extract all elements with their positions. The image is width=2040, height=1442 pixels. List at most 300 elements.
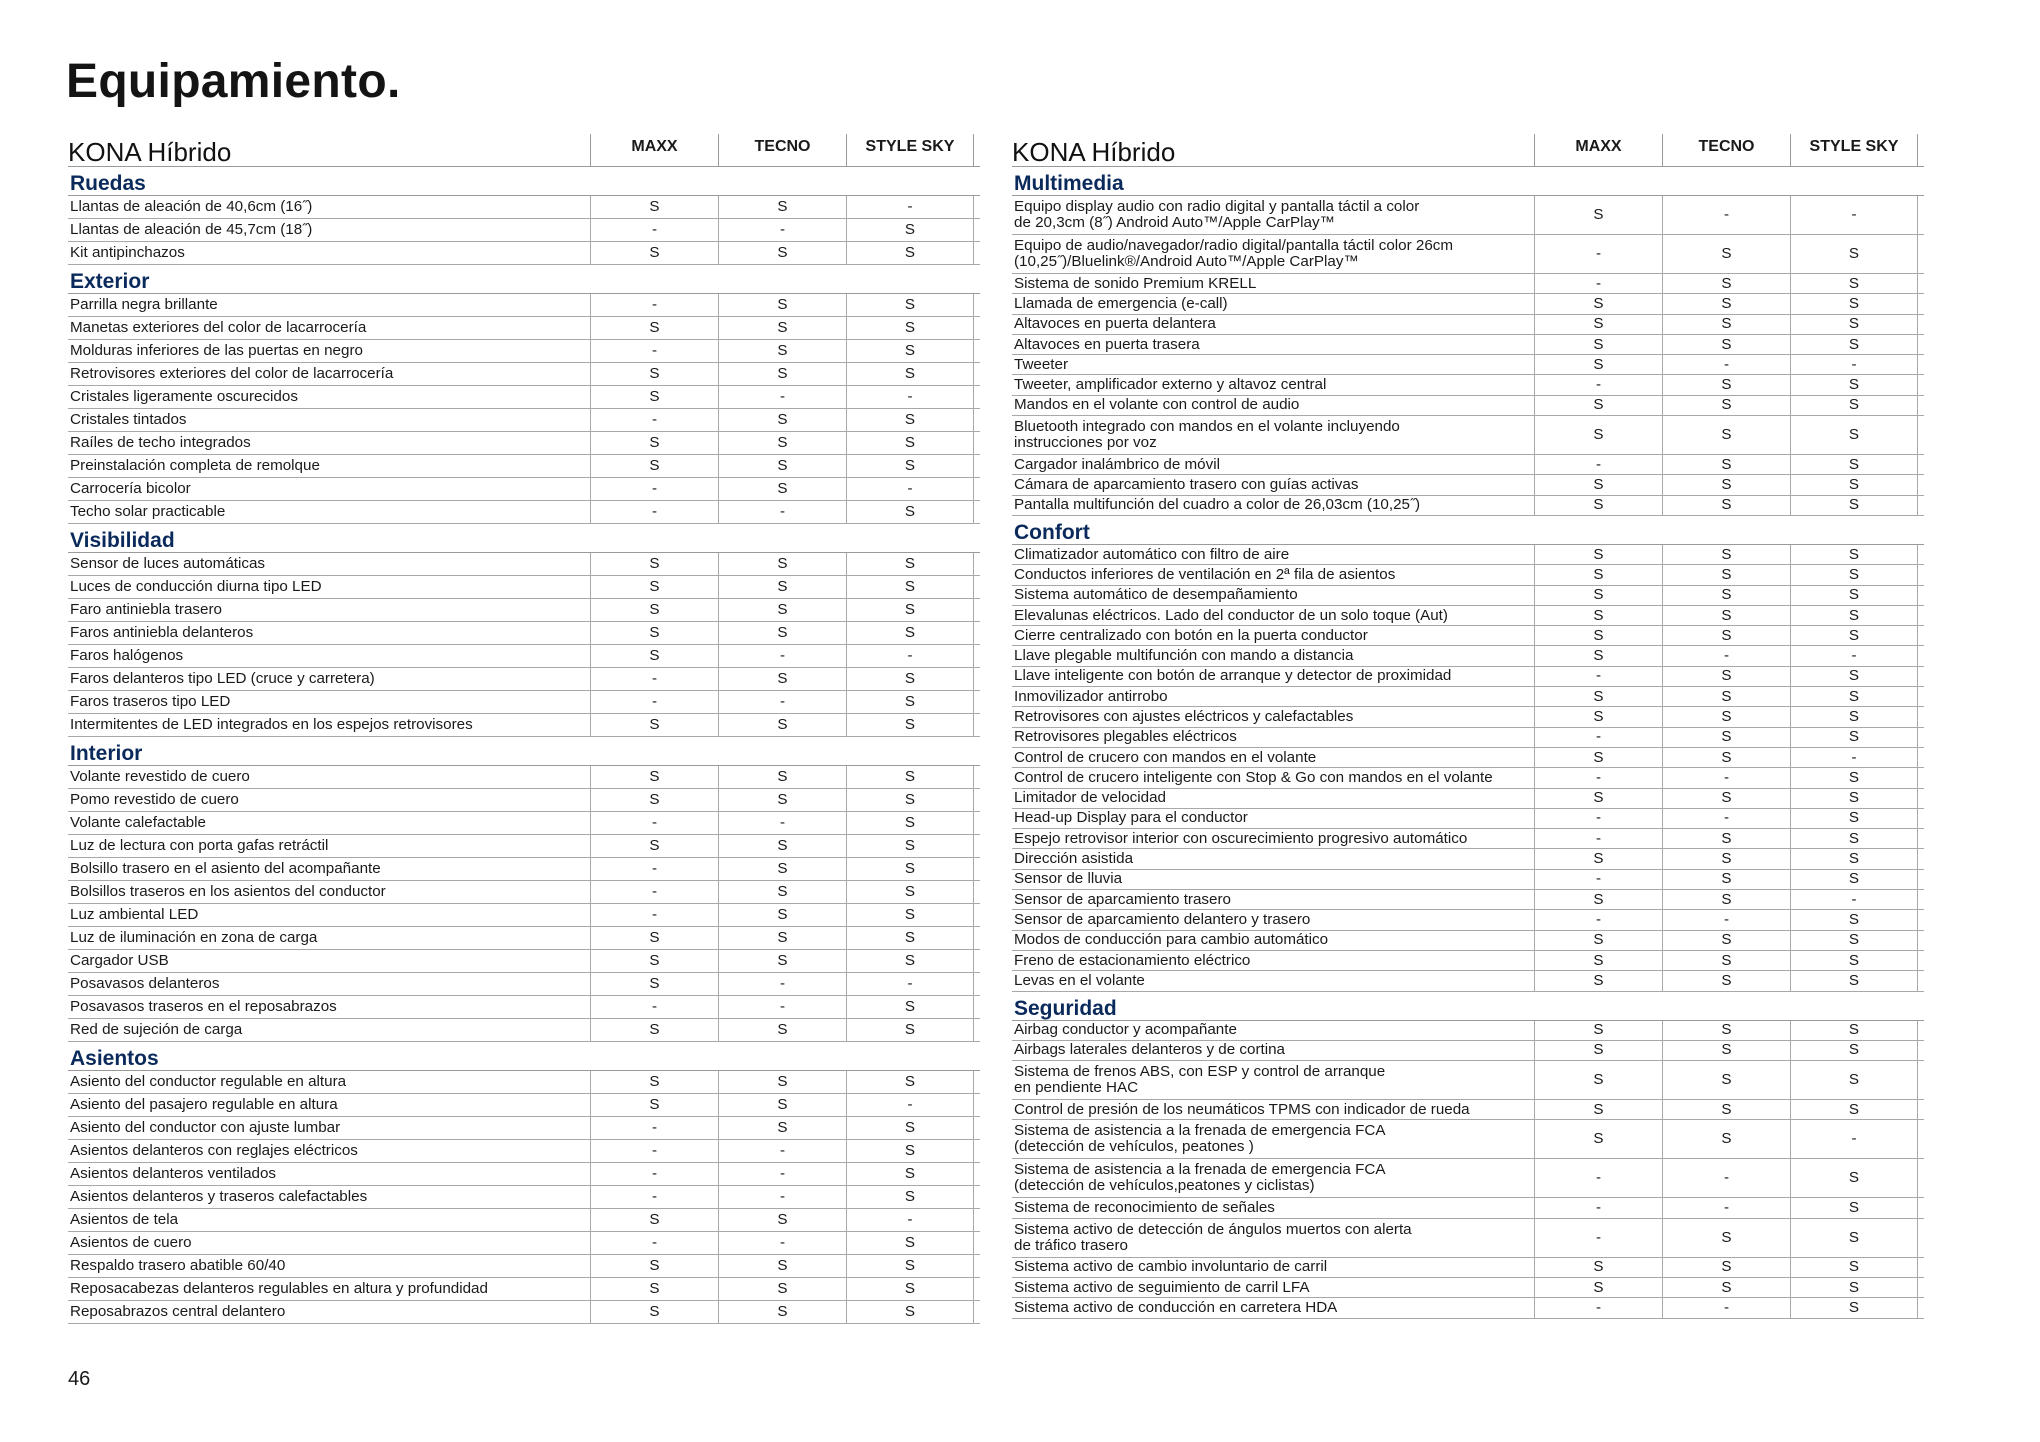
availability-cell: -	[1662, 196, 1790, 234]
table-row	[68, 599, 980, 622]
availability-cell: S	[1534, 951, 1662, 970]
feature-name: Luz de iluminación en zona de carga	[70, 929, 318, 946]
feature-name: Sistema activo de cambio involuntario de carril	[1014, 1258, 1328, 1276]
availability-cell: S	[1662, 1258, 1790, 1277]
table-row	[1012, 626, 1924, 646]
availability-cell: S	[718, 668, 846, 690]
table-row	[1012, 1120, 1924, 1159]
availability-cell: S	[590, 1255, 718, 1277]
availability-cell: S	[1662, 335, 1790, 354]
availability-cell: -	[590, 1140, 718, 1162]
table-row	[68, 409, 980, 432]
availability-cell: -	[590, 858, 718, 880]
feature-name: Luz de lectura con porta gafas retráctil	[70, 837, 329, 854]
feature-name: Respaldo trasero abatible 60/40	[70, 1257, 286, 1274]
availability-cell: -	[718, 1140, 846, 1162]
feature-name: Asientos delanteros y traseros calefactables	[70, 1188, 368, 1205]
section-title: Seguridad	[1012, 998, 1924, 1021]
table-row	[1012, 789, 1924, 809]
feature-name: Airbag conductor y acompañante	[1014, 1021, 1237, 1039]
availability-cell: -	[718, 386, 846, 408]
availability-cell: S	[1662, 235, 1790, 273]
availability-cell: S	[1790, 809, 1918, 828]
availability-cell: S	[1790, 1278, 1918, 1297]
availability-cell: S	[1534, 890, 1662, 909]
availability-cell: S	[1534, 416, 1662, 454]
availability-cell: S	[1662, 455, 1790, 474]
feature-name: Carrocería bicolor	[70, 480, 191, 497]
availability-cell: S	[1534, 475, 1662, 494]
section-asientos	[68, 1048, 980, 1324]
availability-cell: S	[1662, 951, 1790, 970]
availability-cell: -	[1790, 1120, 1918, 1158]
availability-cell: -	[1534, 235, 1662, 273]
table-row	[1012, 475, 1924, 495]
feature-name: Retrovisores plegables eléctricos	[1014, 728, 1237, 746]
availability-cell: S	[1534, 294, 1662, 313]
feature-name: Dirección asistida	[1014, 850, 1134, 868]
availability-cell: S	[1662, 1120, 1790, 1158]
availability-cell: S	[718, 950, 846, 972]
feature-name: Sensor de aparcamiento delantero y trasero	[1014, 910, 1311, 928]
availability-cell: -	[590, 478, 718, 500]
table-row	[68, 363, 980, 386]
table-row	[68, 714, 980, 737]
availability-cell: S	[718, 599, 846, 621]
table-row	[68, 1117, 980, 1140]
availability-cell: S	[846, 599, 974, 621]
table-row	[68, 996, 980, 1019]
availability-cell: S	[590, 789, 718, 811]
feature-name: Preinstalación completa de remolque	[70, 457, 320, 474]
availability-cell: -	[590, 1232, 718, 1254]
feature-name: Raíles de techo integrados	[70, 434, 251, 451]
feature-name: Retrovisores exteriores del color de lacarrocería	[70, 365, 394, 382]
availability-cell: S	[718, 1117, 846, 1139]
availability-cell: -	[1662, 1159, 1790, 1197]
availability-cell: S	[1790, 1258, 1918, 1277]
table-row	[68, 1209, 980, 1232]
feature-name: Cargador inalámbrico de móvil	[1014, 455, 1220, 473]
table-row	[1012, 1198, 1924, 1218]
availability-cell: -	[846, 196, 974, 218]
availability-cell: S	[1790, 375, 1918, 394]
availability-cell: S	[1534, 1041, 1662, 1060]
availability-cell: -	[1534, 809, 1662, 828]
availability-cell: S	[1662, 475, 1790, 494]
feature-name: Sistema automático de desempañamiento	[1014, 586, 1298, 604]
feature-name: Asiento del pasajero regulable en altura	[70, 1096, 338, 1113]
availability-cell: S	[846, 1301, 974, 1323]
section-multimedia	[1012, 173, 1924, 516]
feature-name: Control de presión de los neumáticos TPMS con indicador de rueda	[1014, 1100, 1470, 1118]
availability-cell: -	[718, 812, 846, 834]
availability-cell: S	[1534, 971, 1662, 990]
availability-cell: S	[1790, 829, 1918, 848]
table-row	[68, 691, 980, 714]
feature-name: Red de sujeción de carga	[70, 1021, 243, 1038]
availability-cell: -	[1534, 910, 1662, 929]
availability-cell: S	[1662, 416, 1790, 454]
availability-cell: -	[718, 973, 846, 995]
feature-name: Llantas de aleación de 40,6cm (16˝)	[70, 198, 313, 215]
availability-cell: S	[590, 622, 718, 644]
table-row	[1012, 586, 1924, 606]
availability-cell: S	[1790, 1219, 1918, 1257]
table-row	[1012, 1021, 1924, 1041]
availability-cell: S	[718, 317, 846, 339]
availability-cell: -	[1534, 1298, 1662, 1317]
availability-cell: S	[1534, 545, 1662, 564]
table-row	[68, 927, 980, 950]
availability-cell: S	[718, 622, 846, 644]
availability-cell: S	[1662, 375, 1790, 394]
section-title: Ruedas	[68, 173, 980, 196]
availability-cell: S	[1662, 1021, 1790, 1040]
table-row	[68, 1255, 980, 1278]
availability-cell: S	[718, 789, 846, 811]
availability-cell: -	[1534, 1198, 1662, 1217]
availability-cell: S	[1534, 1100, 1662, 1119]
availability-cell: S	[590, 317, 718, 339]
availability-cell: S	[846, 1117, 974, 1139]
trim-header-tecno: TECNO	[1662, 134, 1790, 166]
section-seguridad	[1012, 998, 1924, 1319]
feature-name: Sistema de frenos ABS, con ESP y control de arranque en pendiente HAC	[1014, 1063, 1386, 1097]
availability-cell: -	[1534, 375, 1662, 394]
availability-cell: S	[1662, 1278, 1790, 1297]
feature-name: Modos de conducción para cambio automático	[1014, 931, 1329, 949]
availability-cell: S	[718, 242, 846, 264]
availability-cell: S	[846, 927, 974, 949]
table-header	[68, 134, 980, 167]
section-confort	[1012, 522, 1924, 992]
table-row	[68, 1094, 980, 1117]
availability-cell: S	[590, 645, 718, 667]
feature-name: Sistema de asistencia a la frenada de emergencia FCA (detección de vehículos, peatones )	[1014, 1122, 1386, 1156]
availability-cell: S	[1790, 971, 1918, 990]
availability-cell: S	[1662, 1041, 1790, 1060]
availability-cell: -	[590, 1186, 718, 1208]
trim-header-maxx: MAXX	[590, 134, 718, 166]
feature-name: Asientos delanteros con reglajes eléctricos	[70, 1142, 358, 1159]
feature-name: Luz ambiental LED	[70, 906, 199, 923]
feature-name: Freno de estacionamiento eléctrico	[1014, 951, 1251, 969]
feature-name: Parrilla negra brillante	[70, 296, 218, 313]
table-row	[1012, 951, 1924, 971]
table-row	[1012, 910, 1924, 930]
availability-cell: S	[846, 714, 974, 736]
availability-cell: S	[846, 835, 974, 857]
table-row	[1012, 565, 1924, 585]
availability-cell: -	[590, 219, 718, 241]
availability-cell: S	[1790, 768, 1918, 787]
availability-cell: S	[1790, 789, 1918, 808]
availability-cell: S	[718, 340, 846, 362]
table-row	[1012, 396, 1924, 416]
table-row	[1012, 455, 1924, 475]
availability-cell: -	[846, 478, 974, 500]
availability-cell: S	[1662, 890, 1790, 909]
availability-cell: S	[1662, 870, 1790, 889]
availability-cell: S	[718, 363, 846, 385]
availability-cell: -	[590, 294, 718, 316]
availability-cell: -	[718, 501, 846, 523]
feature-name: Tweeter, amplificador externo y altavoz central	[1014, 376, 1327, 394]
availability-cell: S	[718, 927, 846, 949]
feature-name: Posavasos traseros en el reposabrazos	[70, 998, 337, 1015]
availability-cell: S	[1790, 870, 1918, 889]
availability-cell: S	[1534, 355, 1662, 374]
availability-cell: S	[718, 881, 846, 903]
availability-cell: S	[846, 1140, 974, 1162]
availability-cell: -	[1534, 667, 1662, 686]
availability-cell: S	[1534, 931, 1662, 950]
availability-cell: -	[1790, 890, 1918, 909]
availability-cell: S	[718, 553, 846, 575]
availability-cell: -	[718, 996, 846, 1018]
table-row	[1012, 890, 1924, 910]
feature-name: Techo solar practicable	[70, 503, 226, 520]
availability-cell: S	[846, 501, 974, 523]
availability-cell: S	[1790, 565, 1918, 584]
feature-name: Levas en el volante	[1014, 971, 1145, 989]
trim-header-tecno: TECNO	[718, 134, 846, 166]
availability-cell: S	[590, 1209, 718, 1231]
availability-cell: S	[718, 766, 846, 788]
table-row	[1012, 1100, 1924, 1120]
table-row	[1012, 667, 1924, 687]
availability-cell: S	[846, 455, 974, 477]
table-row	[1012, 809, 1924, 829]
availability-cell: S	[1790, 315, 1918, 334]
feature-name: Bluetooth integrado con mandos en el volante incluyendo instrucciones por voz	[1014, 418, 1400, 452]
availability-cell: -	[1662, 355, 1790, 374]
availability-cell: -	[1534, 870, 1662, 889]
table-row	[1012, 849, 1924, 869]
table-row	[1012, 1041, 1924, 1061]
table-row	[68, 1278, 980, 1301]
availability-cell: S	[1790, 1298, 1918, 1317]
availability-cell: S	[1790, 707, 1918, 726]
availability-cell: S	[846, 996, 974, 1018]
table-row	[1012, 274, 1924, 294]
feature-name: Cristales tintados	[70, 411, 187, 428]
feature-name: Bolsillo trasero en el asiento del acompañante	[70, 860, 381, 877]
table-row	[1012, 294, 1924, 314]
table-row	[68, 340, 980, 363]
feature-name: Reposabrazos central delantero	[70, 1303, 286, 1320]
availability-cell: S	[1662, 1100, 1790, 1119]
feature-name: Elevalunas eléctricos. Lado del conductor de un solo toque (Aut)	[1014, 606, 1448, 624]
availability-cell: -	[1534, 768, 1662, 787]
availability-cell: S	[1534, 1061, 1662, 1099]
availability-cell: -	[590, 1117, 718, 1139]
feature-name: Volante calefactable	[70, 814, 206, 831]
table-row	[68, 317, 980, 340]
feature-name: Retrovisores con ajustes eléctricos y calefactables	[1014, 707, 1354, 725]
availability-cell: S	[846, 789, 974, 811]
feature-name: Equipo de audio/navegador/radio digital/pantalla táctil color 26cm (10,25˝)/Bluelink®/Android Auto™/Apple CarPlay™	[1014, 237, 1454, 270]
availability-cell: S	[1662, 565, 1790, 584]
table-row	[68, 501, 980, 524]
availability-cell: S	[1662, 1061, 1790, 1099]
availability-cell: S	[1534, 849, 1662, 868]
section-exterior	[68, 271, 980, 524]
availability-cell: S	[1790, 1100, 1918, 1119]
table-row	[68, 622, 980, 645]
table-row	[68, 835, 980, 858]
availability-cell: S	[846, 553, 974, 575]
availability-cell: S	[1790, 606, 1918, 625]
feature-name: Faros antiniebla delanteros	[70, 624, 254, 641]
availability-cell: S	[1790, 475, 1918, 494]
availability-cell: -	[718, 1163, 846, 1185]
feature-name: Posavasos delanteros	[70, 975, 220, 992]
table-row	[68, 1019, 980, 1042]
table-row	[68, 242, 980, 265]
availability-cell: -	[718, 1232, 846, 1254]
availability-cell: -	[1662, 910, 1790, 929]
availability-cell: -	[590, 409, 718, 431]
table-row	[68, 386, 980, 409]
availability-cell: S	[590, 386, 718, 408]
feature-name: Asientos de tela	[70, 1211, 179, 1228]
feature-name: Reposacabezas delanteros regulables en altura y profundidad	[70, 1280, 488, 1297]
availability-cell: S	[1790, 586, 1918, 605]
availability-cell: -	[590, 904, 718, 926]
feature-name: Cámara de aparcamiento trasero con guías activas	[1014, 476, 1359, 494]
table-row	[1012, 496, 1924, 516]
feature-name: Asientos delanteros ventilados	[70, 1165, 277, 1182]
table-row	[68, 1301, 980, 1324]
table-row	[1012, 1258, 1924, 1278]
table-row	[68, 812, 980, 835]
availability-cell: S	[590, 1278, 718, 1300]
feature-name: Asiento del conductor regulable en altura	[70, 1073, 347, 1090]
table-row	[1012, 375, 1924, 395]
availability-cell: S	[718, 432, 846, 454]
section-title: Confort	[1012, 522, 1924, 545]
availability-cell: S	[846, 1278, 974, 1300]
availability-cell: -	[1534, 274, 1662, 293]
availability-cell: S	[590, 714, 718, 736]
trim-header-style-sky: STYLE SKY	[1790, 134, 1918, 166]
availability-cell: S	[718, 478, 846, 500]
availability-cell: -	[1662, 768, 1790, 787]
availability-cell: S	[718, 196, 846, 218]
availability-cell: S	[590, 432, 718, 454]
availability-cell: -	[590, 668, 718, 690]
availability-cell: S	[590, 835, 718, 857]
availability-cell: S	[1662, 931, 1790, 950]
table-row	[68, 766, 980, 789]
availability-cell: S	[1662, 586, 1790, 605]
feature-name: Sistema de asistencia a la frenada de emergencia FCA (detección de vehículos,peatones y ciclistas)	[1014, 1161, 1386, 1195]
table-row	[68, 1071, 980, 1094]
table-row	[68, 858, 980, 881]
availability-cell: S	[590, 1094, 718, 1116]
availability-cell: S	[590, 363, 718, 385]
availability-cell: -	[1662, 646, 1790, 665]
table-row	[1012, 1219, 1924, 1258]
availability-cell: S	[590, 196, 718, 218]
availability-cell: S	[1790, 455, 1918, 474]
availability-cell: S	[846, 317, 974, 339]
feature-name: Equipo display audio con radio digital y pantalla táctil a color de 20,3cm (8˝) Android Auto™/Apple CarPlay™	[1014, 198, 1420, 231]
availability-cell: S	[846, 1071, 974, 1093]
equipment-table-left	[68, 134, 980, 1324]
availability-cell: S	[846, 409, 974, 431]
section-title: Exterior	[68, 271, 980, 294]
availability-cell: S	[846, 1255, 974, 1277]
availability-cell: S	[590, 242, 718, 264]
section-interior	[68, 743, 980, 1042]
availability-cell: -	[1662, 1198, 1790, 1217]
availability-cell: S	[718, 1278, 846, 1300]
availability-cell: S	[846, 1232, 974, 1254]
feature-name: Control de crucero con mandos en el volante	[1014, 748, 1317, 766]
feature-name: Sistema activo de conducción en carretera HDA	[1014, 1298, 1338, 1316]
feature-name: Sistema activo de detección de ángulos muertos con alerta de tráfico trasero	[1014, 1220, 1412, 1254]
availability-cell: S	[846, 858, 974, 880]
table-row	[68, 553, 980, 576]
table-row	[68, 950, 980, 973]
availability-cell: -	[718, 219, 846, 241]
availability-cell: S	[1662, 667, 1790, 686]
availability-cell: S	[1790, 274, 1918, 293]
feature-name: Llave inteligente con botón de arranque y detector de proximidad	[1014, 667, 1452, 685]
availability-cell: S	[1790, 728, 1918, 747]
availability-cell: S	[846, 950, 974, 972]
feature-name: Mandos en el volante con control de audio	[1014, 396, 1300, 414]
feature-name: Volante revestido de cuero	[70, 768, 250, 785]
availability-cell: S	[846, 691, 974, 713]
availability-cell: S	[1790, 1159, 1918, 1197]
availability-cell: -	[590, 1163, 718, 1185]
availability-cell: -	[1662, 809, 1790, 828]
feature-name: Asientos de cuero	[70, 1234, 192, 1251]
availability-cell: S	[846, 881, 974, 903]
model-name: KONA Híbrido	[1012, 137, 1176, 167]
availability-cell: S	[1534, 687, 1662, 706]
availability-cell: S	[590, 1301, 718, 1323]
feature-name: Faros halógenos	[70, 647, 184, 664]
table-row	[1012, 748, 1924, 768]
availability-cell: S	[1534, 565, 1662, 584]
page-title: Equipamiento.	[66, 55, 401, 108]
availability-cell: -	[1534, 728, 1662, 747]
availability-cell: -	[1790, 196, 1918, 234]
availability-cell: S	[1662, 315, 1790, 334]
feature-name: Cierre centralizado con botón en la puerta conductor	[1014, 626, 1368, 644]
availability-cell: S	[1662, 707, 1790, 726]
availability-cell: S	[1790, 235, 1918, 273]
feature-name: Cargador USB	[70, 952, 169, 969]
table-row	[68, 432, 980, 455]
availability-cell: S	[1790, 626, 1918, 645]
availability-cell: -	[590, 340, 718, 362]
availability-cell: S	[1662, 748, 1790, 767]
table-row	[1012, 416, 1924, 455]
section-visibilidad	[68, 530, 980, 737]
availability-cell: S	[590, 576, 718, 598]
availability-cell: S	[1790, 496, 1918, 515]
availability-cell: S	[1534, 1278, 1662, 1297]
availability-cell: S	[1790, 667, 1918, 686]
availability-cell: -	[846, 1209, 974, 1231]
availability-cell: S	[1534, 1120, 1662, 1158]
